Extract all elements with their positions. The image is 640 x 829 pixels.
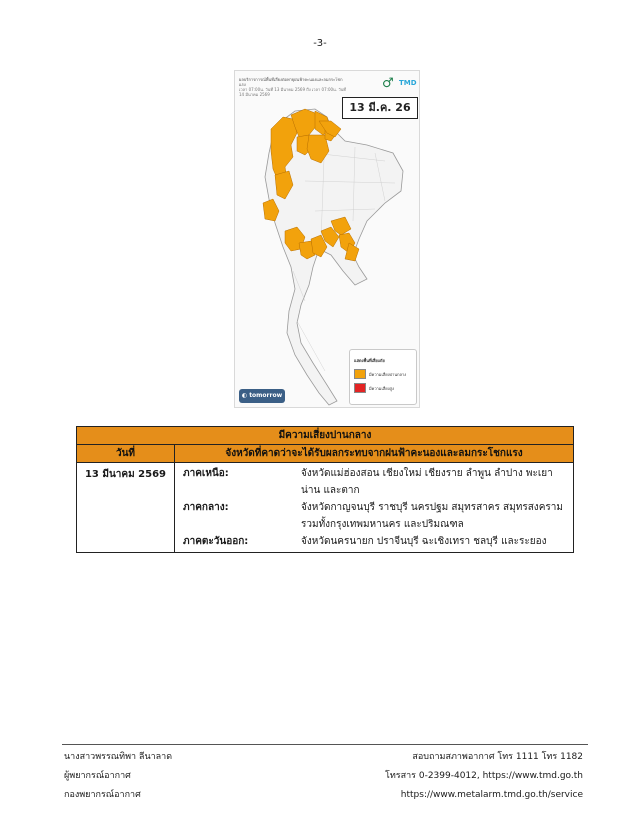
tomorrow-brand-text: tomorrow <box>249 392 283 399</box>
risk-table <box>76 426 574 553</box>
legend-swatch-moderate <box>354 369 366 379</box>
tmd-logo-text: TMD <box>399 79 417 87</box>
legend-item-moderate <box>354 369 406 379</box>
forecast-date: 13 มีนาคม 2569 <box>77 463 175 553</box>
map-title <box>239 77 349 97</box>
footer-contact <box>385 748 583 805</box>
legend-item-high <box>354 383 394 393</box>
region-row-central <box>183 499 569 533</box>
forecaster-division: กองพยากรณ์อากาศ <box>64 790 141 800</box>
table-row <box>77 463 574 553</box>
column-header-date: วันที่ <box>77 445 175 463</box>
contact-fax-website: โทรสาร 0-2399-4012, https://www.tmd.go.th <box>385 771 583 781</box>
contact-phone: สอบถามสภาพอากาศ โทร 1111 โทร 1182 <box>412 752 583 762</box>
footer-signature <box>64 748 172 805</box>
legend-label-high: มีความเสี่ยงสูง <box>369 385 394 391</box>
column-header-provinces: จังหวัดที่คาดว่าจะได้รับผลกระทบจากฝนฟ้าคะนองและลมกระโชกแรง <box>175 445 574 463</box>
risk-map <box>234 70 420 408</box>
forecaster-name: นางสาวพรรณทิพา ลีนาลาด <box>64 752 173 762</box>
region-name-east: ภาคตะวันออก: <box>183 536 249 547</box>
contact-service-link[interactable]: https://www.metalarm.tmd.go.th/service <box>400 790 583 800</box>
legend-title: แสดงพื้นที่เสี่ยงภัย <box>354 358 385 363</box>
region-provinces-east: จังหวัดนครนายก ปราจีนบุรี ฉะเชิงเทรา ชลบุรี และระยอง <box>301 536 547 547</box>
tomorrow-brand-badge <box>239 389 285 403</box>
regions-cell <box>175 463 574 553</box>
legend-label-moderate: มีความเสี่ยงปานกลาง <box>369 371 407 377</box>
region-row-east <box>183 533 569 550</box>
map-title-line1: ผลบริการการณ์พื้นที่เสี่ยงต่อพายุฝนฟ้าคะนองและลมกระโชกแรง <box>239 77 343 87</box>
region-name-central: ภาคกลาง: <box>183 502 229 513</box>
legend-swatch-high <box>354 383 366 393</box>
region-provinces-central: จังหวัดกาญจนบุรี ราชบุรี นครปฐม สมุทรสาคร สมุทรสงคราม รวมทั้งกรุงเทพมหานคร และปริมณฑล <box>301 502 563 530</box>
region-row-north <box>183 465 569 499</box>
map-legend <box>349 349 417 405</box>
map-title-line2: เวลา 07:00น. วันที่ 13 มีนาคม 2569 ถึง เวลา 07:00น. วันที่ 14 มีนาคม 2569 <box>239 87 346 97</box>
tmd-logo-icon: ♂ <box>382 76 394 91</box>
map-date-label: 13 มี.ค. 26 <box>342 97 418 119</box>
risk-table-title: มีความเสี่ยงปานกลาง <box>77 427 574 445</box>
region-name-north: ภาคเหนือ: <box>183 468 229 479</box>
footer-divider <box>62 744 588 745</box>
tomorrow-logo-icon: ◐ <box>241 392 250 399</box>
region-provinces-north: จังหวัดแม่ฮ่องสอน เชียงใหม่ เชียงราย ลำพูน ลำปาง พะเยา น่าน และตาก <box>301 468 553 496</box>
page-number: -3- <box>313 38 327 49</box>
forecaster-title: ผู้พยากรณ์อากาศ <box>64 771 131 781</box>
